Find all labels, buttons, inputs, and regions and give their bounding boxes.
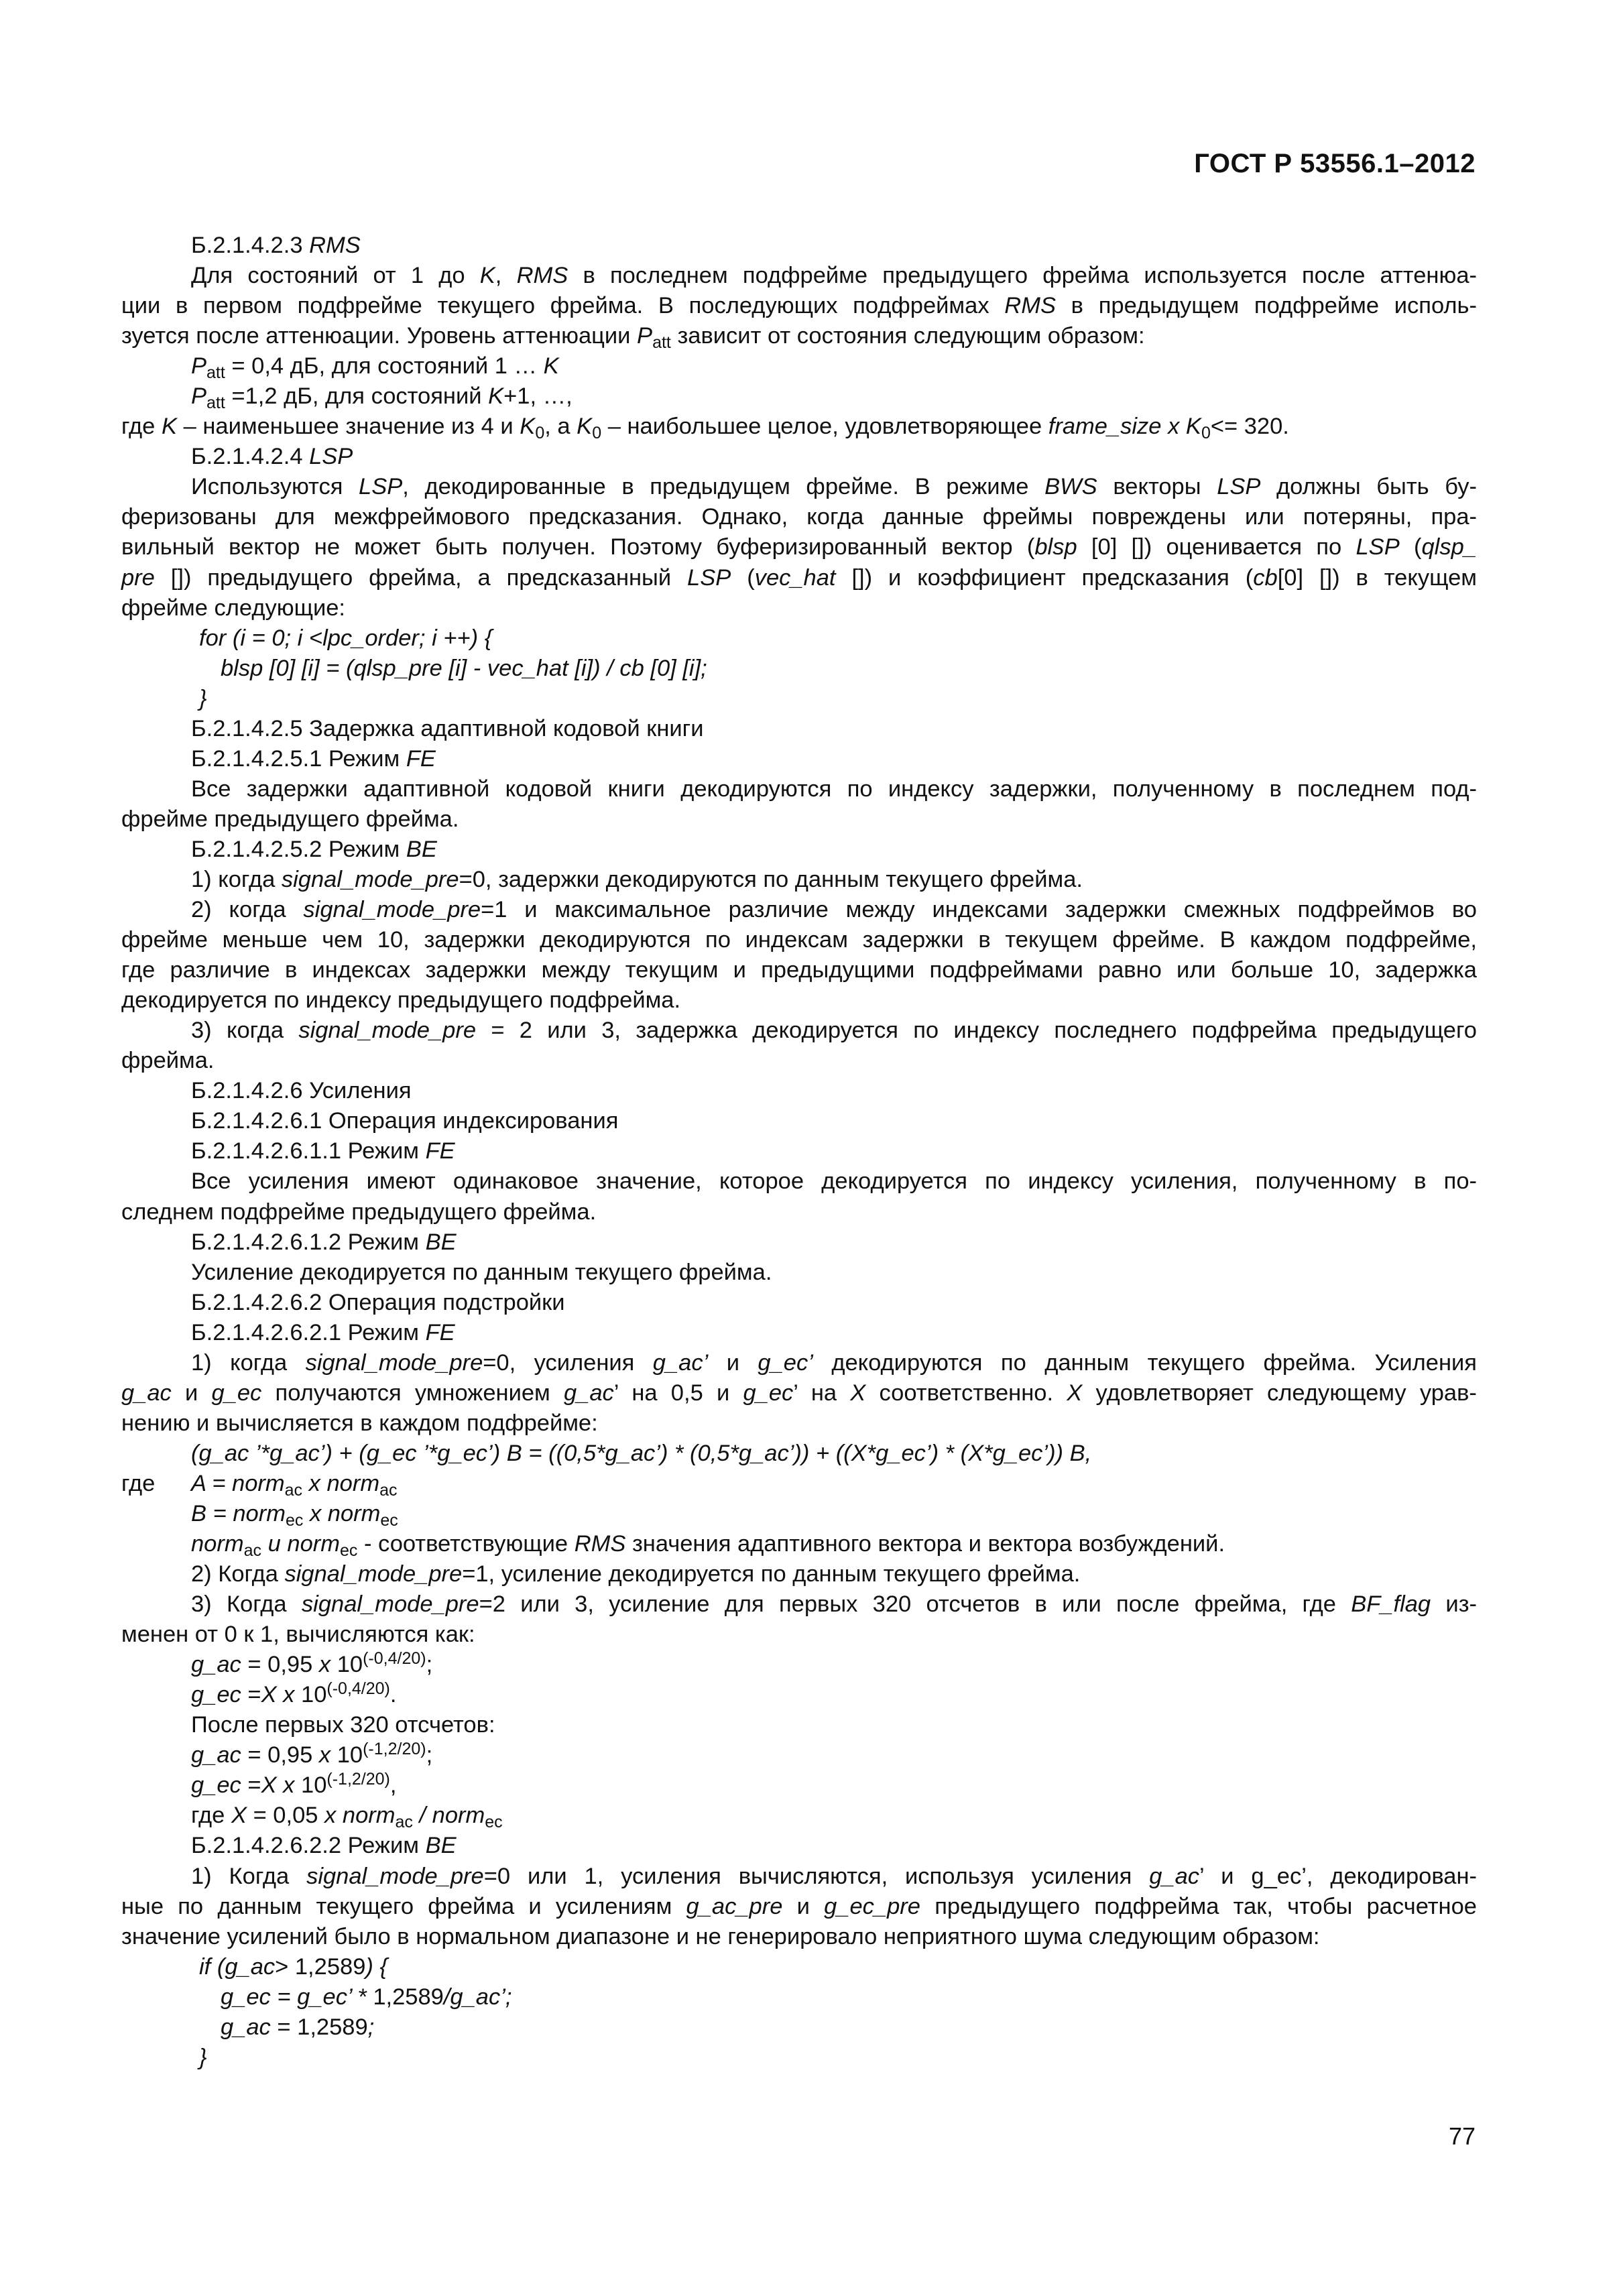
code: = 1,2589 <box>277 2014 368 2040</box>
text: [0] []) в текущем <box>1277 564 1477 591</box>
subscript: ec <box>485 1813 503 1832</box>
var: P <box>637 323 653 349</box>
paragraph-line <box>121 865 1477 895</box>
var: BE <box>425 1833 457 1859</box>
var: signal_mode_pre <box>301 1591 479 1618</box>
formula-line <box>121 1529 1477 1559</box>
paragraph-line <box>121 321 1477 351</box>
paragraph-line <box>121 1378 1477 1408</box>
code-line <box>121 684 1477 714</box>
var: signal_mode_pre <box>306 1863 484 1889</box>
formula-line <box>121 1439 1477 1469</box>
text: <= 320. <box>1210 414 1289 440</box>
var: g_ec <box>211 1380 262 1406</box>
text: =0, задержки декодируются по данным текущего фрейма. <box>459 866 1083 892</box>
text: 1) когда <box>191 1349 288 1376</box>
superscript: (-0,4/20) <box>326 1679 390 1699</box>
code-line <box>121 2012 1477 2043</box>
text: получаются умножением <box>275 1380 550 1406</box>
text: значения адаптивного вектора и вектора возбуждений. <box>632 1531 1225 1557</box>
code: } <box>199 2044 207 2070</box>
section-heading <box>121 1318 1477 1348</box>
code-line <box>121 1952 1477 1982</box>
text: ; <box>426 1742 433 1768</box>
var: norm <box>191 1531 244 1557</box>
var: K <box>543 353 559 379</box>
paragraph-line: фрейме предыдущего фрейма. <box>121 806 459 832</box>
code: ; <box>367 2014 375 2040</box>
paragraph-line <box>121 532 1477 562</box>
text: Б.2.1.4.2.5.2 Режим <box>191 836 400 862</box>
var: FE <box>406 745 436 772</box>
text: = 0,95 <box>247 1742 313 1768</box>
text: []) и коэффициент предсказания ( <box>851 564 1254 591</box>
paragraph-line <box>121 1589 1477 1620</box>
code: g_ac <box>221 2014 271 2040</box>
section-heading <box>121 1227 1477 1258</box>
section-heading <box>121 1831 1477 1861</box>
text: Б.2.1.4.2.6.2.2 Режим <box>191 1833 419 1859</box>
text: = 0,4 дБ, для состояний 1 … <box>231 353 537 379</box>
paragraph-line <box>121 1016 1477 1046</box>
var: P <box>191 383 207 410</box>
var: frame_size x K <box>1048 414 1201 440</box>
var: g_ac <box>563 1380 614 1406</box>
text: =1 и максимальное различие между индексами задержки смежных подфреймов во <box>481 897 1477 923</box>
superscript: (-1,2/20) <box>363 1740 426 1759</box>
text: [0] []) оценивается по <box>1091 534 1342 560</box>
subscript: ec <box>285 1510 304 1530</box>
paragraph-line <box>121 895 1477 925</box>
text: зависит от состояния следующим образом: <box>677 323 1145 349</box>
text: ; <box>426 1652 433 1678</box>
paragraph-line: феризованы для межфреймового предсказания. Однако, когда данные фреймы повреждены или потеряны, пра- <box>121 504 1477 530</box>
var: x <box>283 1772 295 1799</box>
var: A = norm <box>191 1470 285 1496</box>
section-heading <box>121 1136 1477 1166</box>
subscript: ac <box>395 1813 413 1832</box>
section-heading <box>121 744 1477 774</box>
formula-line <box>121 1770 1477 1801</box>
text: векторы <box>1113 474 1201 500</box>
subscript: 0 <box>1201 424 1211 443</box>
paragraph-line <box>121 1559 1477 1589</box>
var: BF_flag <box>1351 1591 1431 1618</box>
paragraph-line: Усиление декодируется по данным текущего фрейма. <box>191 1259 772 1285</box>
text: =2 или 3, усиление для первых 320 отсчетов в или после фрейма, где <box>479 1591 1336 1618</box>
var: g_ec <box>191 1682 241 1708</box>
var: x norm <box>324 1803 396 1829</box>
subscript: 0 <box>592 424 602 443</box>
var: K <box>577 414 593 440</box>
code-line <box>121 623 1477 654</box>
text: Б.2.1.4.2.6.1.1 Режим <box>191 1138 419 1164</box>
var: FE <box>425 1319 455 1345</box>
paragraph-line: где различие в индексах задержки между текущим и предыдущими подфреймами равно или больше 10, задержка <box>121 957 1477 983</box>
superscript: (-1,2/20) <box>326 1770 390 1789</box>
var: K <box>479 263 495 289</box>
section-heading <box>121 442 1477 472</box>
section-heading: Б.2.1.4.2.6.2 Операция подстройки <box>191 1289 565 1315</box>
var: x norm <box>308 1470 380 1496</box>
section-heading <box>121 231 1477 261</box>
paragraph-line: После первых 320 отсчетов: <box>191 1712 495 1738</box>
paragraph-line <box>121 472 1477 502</box>
section-title: RMS <box>309 233 361 258</box>
var: signal_mode_pre <box>284 1561 463 1587</box>
page-number: 77 <box>1448 2122 1476 2150</box>
formula-line <box>121 1740 1477 1770</box>
code: ) { <box>365 1953 388 1980</box>
formula-line <box>121 1469 1477 1499</box>
text: где <box>121 414 156 440</box>
text: из- <box>1445 1591 1478 1618</box>
code-line <box>121 2043 1477 2073</box>
text: в последнем подфрейме предыдущего фрейма используется после аттенюа- <box>583 263 1477 289</box>
text: , <box>389 1772 397 1799</box>
var: BWS <box>1044 474 1097 500</box>
var: LSP <box>359 474 403 500</box>
var: g_ec_pre <box>824 1893 920 1919</box>
text: и <box>796 1893 810 1919</box>
text: ’ на <box>793 1380 837 1406</box>
var: g_ec’ <box>758 1349 813 1376</box>
text: в предыдущем подфрейме исполь- <box>1071 293 1477 319</box>
var: K <box>520 414 536 440</box>
var: LSP <box>687 564 731 591</box>
subscript: ec <box>339 1541 358 1561</box>
paragraph-line: Все задержки адаптивной кодовой книги декодируются по индексу задержки, полученному в последнем под- <box>191 776 1477 802</box>
section-heading: Б.2.1.4.2.6.1 Операция индексирования <box>191 1108 619 1134</box>
var: K <box>161 414 177 440</box>
text: , <box>495 263 502 289</box>
var: X <box>850 1380 866 1406</box>
var: x <box>283 1682 295 1708</box>
text: ции в первом подфрейме текущего фрейма. В последующих подфреймах <box>121 293 989 319</box>
var: signal_mode_pre <box>303 897 481 923</box>
paragraph-line: фрейме меньше чем 10, задержки декодируются по индексам задержки в текущем фрейме. В каждом подфрейме, <box>121 927 1477 953</box>
paragraph-line: менен от 0 к 1, вычисляются как: <box>121 1622 475 1648</box>
formula-line <box>121 1499 1477 1529</box>
paragraph-line: декодируется по индексу предыдущего подфрейма. <box>121 987 681 1014</box>
text: Используются <box>191 474 343 500</box>
subscript: att <box>206 394 225 413</box>
text: 1) Когда <box>191 1863 290 1889</box>
text: ( <box>747 564 755 591</box>
var: BE <box>406 836 437 862</box>
text: где <box>121 1470 156 1496</box>
subscript: ac <box>284 1480 303 1500</box>
section-number: Б.2.1.4.2.4 <box>191 444 303 470</box>
paragraph-line: фрейма. <box>121 1048 215 1074</box>
var: g_ec <box>743 1380 794 1406</box>
code: 1,2589 <box>373 1984 444 2010</box>
var: RMS <box>1004 293 1056 319</box>
var: signal_mode_pre <box>305 1349 483 1376</box>
text: ( <box>1414 534 1422 560</box>
text: вильный вектор не может быть получен. Поэтому буферизированный вектор ( <box>121 534 1035 560</box>
var: X <box>231 1803 247 1829</box>
text: ные по данным текущего фрейма и усилениям <box>121 1893 672 1919</box>
var: LSP <box>1356 534 1400 560</box>
var: X <box>261 1682 277 1708</box>
subscript: ac <box>243 1541 262 1561</box>
formula-line <box>121 381 1477 412</box>
code: } <box>199 685 207 711</box>
var: g_ac <box>1149 1863 1200 1889</box>
var: x norm <box>309 1500 381 1526</box>
text: зуется после аттенюации. Уровень аттенюации <box>121 323 631 349</box>
var: g_ac <box>191 1742 241 1768</box>
paragraph-line <box>121 261 1477 291</box>
text: 3) когда <box>191 1018 284 1044</box>
formula: (g_ac ’*g_ac’) + (g_ec ’*g_ec’) B = ((0,5*g_ac’) * (0,5*g_ac’)) + ((X*g_ec’) * (X*g_ec’)) B, <box>191 1440 1092 1466</box>
paragraph-line <box>121 1348 1477 1378</box>
text: =0 или 1, усиления вычисляются, используя усиления <box>483 1863 1132 1889</box>
superscript: (-0,4/20) <box>363 1649 426 1669</box>
text: ’ на 0,5 и <box>613 1380 730 1406</box>
text: , декодированные в предыдущем фрейме. В режиме <box>402 474 1029 500</box>
text: =1,2 дБ, для состояний <box>231 383 482 410</box>
text: Б.2.1.4.2.5.1 Режим <box>191 745 400 772</box>
paragraph-line <box>121 412 1477 442</box>
section-heading <box>121 835 1477 865</box>
var: g_ac <box>121 1380 172 1406</box>
text: 10 <box>337 1742 363 1768</box>
code: if (g_ac <box>199 1953 276 1980</box>
var: pre <box>121 564 155 591</box>
var: K <box>488 383 504 410</box>
text: 1) когда <box>191 866 276 892</box>
document-body <box>121 231 1477 2073</box>
text: - соответствующие <box>363 1531 568 1557</box>
var: FE <box>425 1138 455 1164</box>
formula-line <box>121 1801 1477 1831</box>
text: 3) Когда <box>191 1591 287 1618</box>
text: +1, …, <box>503 383 573 410</box>
var: RMS <box>516 263 568 289</box>
paragraph-line: нению и вычисляется в каждом подфрейме: <box>121 1410 598 1436</box>
subscript: ec <box>380 1510 398 1530</box>
section-number: Б.2.1.4.2.3 <box>191 233 303 258</box>
text: = <box>247 1682 261 1708</box>
text: предыдущего подфрейма так, чтобы расчетное <box>935 1893 1477 1919</box>
formula-line <box>121 1650 1477 1680</box>
code-line <box>121 654 1477 684</box>
text: =1, усиление декодируется по данным текущего фрейма. <box>462 1561 1081 1587</box>
code: /g_ac’; <box>443 1984 512 2010</box>
code: > 1,2589 <box>275 1953 366 1980</box>
paragraph-line <box>121 1892 1477 1922</box>
text: . <box>389 1682 397 1708</box>
var: vec_hat <box>754 564 836 591</box>
code: g_ec = g_ec’ * <box>221 1984 367 2010</box>
var: qlsp_ <box>1421 534 1477 560</box>
text: []) предыдущего фрейма, а предсказанный <box>170 564 672 591</box>
formula-line <box>121 1680 1477 1710</box>
var: BE <box>425 1229 457 1255</box>
paragraph-line <box>121 563 1477 593</box>
text: Для состояний от 1 до <box>191 263 465 289</box>
var: g_ac <box>191 1652 241 1678</box>
text: = 2 или 3, задержка декодируется по индексу последнего подфрейма предыдущего <box>491 1018 1477 1044</box>
text: 10 <box>301 1772 327 1799</box>
text: – наименьшее значение из 4 и <box>183 414 514 440</box>
var: / norm <box>419 1803 485 1829</box>
var: signal_mode_pre <box>298 1018 477 1044</box>
text: 10 <box>337 1652 363 1678</box>
formula-line <box>121 351 1477 381</box>
var: u norm <box>267 1531 340 1557</box>
var: X <box>261 1772 277 1799</box>
section-heading: Б.2.1.4.2.6 Усиления <box>191 1078 412 1104</box>
var: cb <box>1253 564 1278 591</box>
var: LSP <box>1217 474 1261 500</box>
code: for (i = 0; i <lpc_order; i ++) { <box>199 625 493 651</box>
paragraph-line: Все усиления имеют одинаковое значение, которое декодируется по индексу усиления, полученному в по- <box>191 1168 1477 1195</box>
var: x <box>318 1652 331 1678</box>
section-heading: Б.2.1.4.2.5 Задержка адаптивной кодовой книги <box>191 715 704 741</box>
text: ’ и g_ec’, декодирован- <box>1199 1863 1477 1889</box>
paragraph-line <box>121 1862 1477 1892</box>
text: , а <box>544 414 570 440</box>
text: декодируются по данным текущего фрейма. Усиления <box>831 1349 1477 1376</box>
var: B = norm <box>191 1500 286 1526</box>
document-header: ГОСТ Р 53556.1–2012 <box>1194 149 1476 178</box>
code: blsp [0] [i] = (qlsp_pre [i] - vec_hat [i]) / cb [0] [i]; <box>221 655 707 681</box>
code-line <box>121 1982 1477 2012</box>
var: x <box>318 1742 331 1768</box>
paragraph-line <box>121 291 1477 321</box>
text: 2) Когда <box>191 1561 278 1587</box>
text: где <box>191 1803 225 1829</box>
var: g_ac_pre <box>686 1893 783 1919</box>
text: удовлетворяет следующему урав- <box>1095 1380 1477 1406</box>
text: 2) когда <box>191 897 286 923</box>
var: g_ec <box>191 1772 241 1799</box>
var: g_ac’ <box>652 1349 709 1376</box>
var: signal_mode_pre <box>281 866 459 892</box>
subscript: att <box>652 333 671 353</box>
section-title: LSP <box>309 444 353 470</box>
text: Б.2.1.4.2.6.1.2 Режим <box>191 1229 419 1255</box>
text: соответственно. <box>879 1380 1054 1406</box>
text: Б.2.1.4.2.6.2.1 Режим <box>191 1319 419 1345</box>
subscript: 0 <box>535 424 545 443</box>
text: =0, усиления <box>483 1349 635 1376</box>
subscript: att <box>206 363 225 383</box>
text: = <box>247 1772 261 1799</box>
text: и <box>185 1380 198 1406</box>
text: = 0,95 <box>247 1652 313 1678</box>
var: RMS <box>574 1531 626 1557</box>
paragraph-line: значение усилений было в нормальном диапазоне и не генерировало неприятного шума следующим образом: <box>121 1923 1320 1949</box>
text: 10 <box>301 1682 327 1708</box>
text: и <box>726 1349 739 1376</box>
text: = 0,05 <box>253 1803 318 1829</box>
paragraph-line: следнем подфрейме предыдущего фрейма. <box>121 1199 597 1225</box>
var: P <box>191 353 207 379</box>
paragraph-line: фрейме следующие: <box>121 595 346 621</box>
var: blsp <box>1034 534 1077 560</box>
text: – наибольшее целое, удовлетворяющее <box>607 414 1042 440</box>
text: должны быть бу- <box>1276 474 1477 500</box>
var: X <box>1067 1380 1083 1406</box>
subscript: ac <box>379 1480 398 1500</box>
